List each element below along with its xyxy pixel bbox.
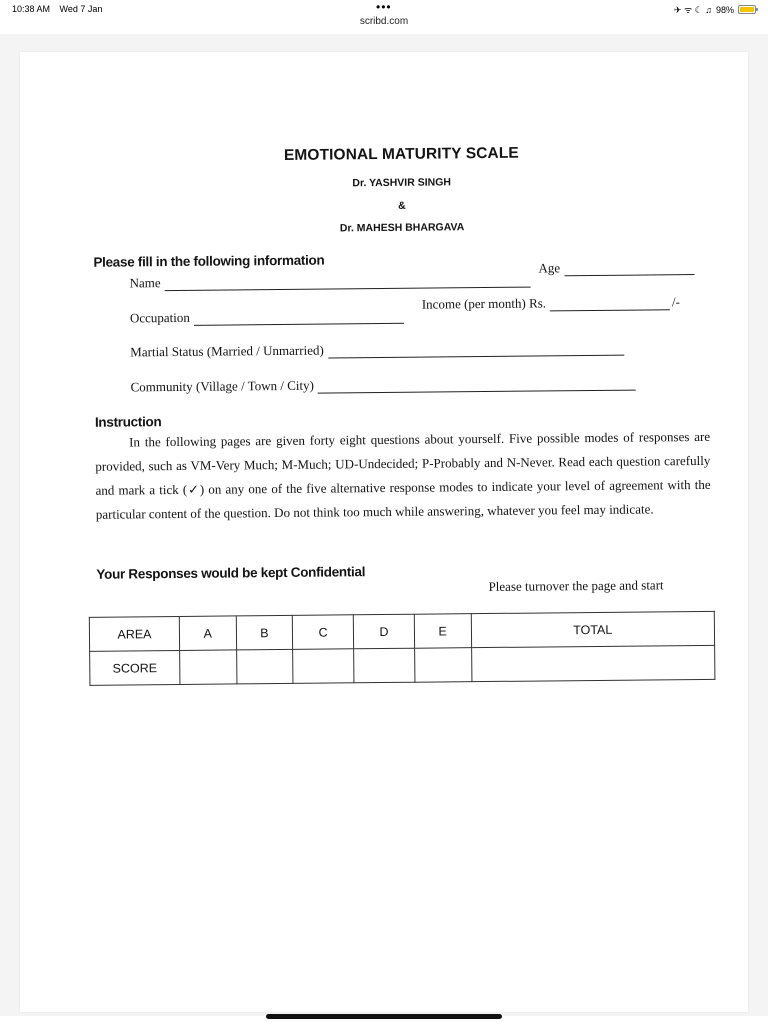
name-field bbox=[130, 272, 531, 292]
scanned-form bbox=[15, 49, 752, 1016]
community-field bbox=[131, 375, 636, 396]
age-field bbox=[538, 259, 694, 276]
name-label: Name bbox=[129, 275, 161, 291]
area-col-c: C bbox=[293, 615, 354, 650]
score-cell-e bbox=[415, 648, 472, 683]
marital-status-blank bbox=[328, 346, 624, 359]
multitasking-dots-icon[interactable]: ••• bbox=[376, 0, 392, 14]
score-table bbox=[89, 611, 716, 686]
author-2: Dr. MAHESH BHARGAVA bbox=[339, 221, 465, 235]
document-page bbox=[20, 52, 748, 1012]
confidential-heading: Your Responses would be kept Confidential bbox=[96, 564, 366, 582]
author-ampersand: & bbox=[398, 199, 406, 212]
status-time: 10:38 AM bbox=[12, 4, 51, 14]
battery-level bbox=[740, 7, 754, 12]
form-title: EMOTIONAL MATURITY SCALE bbox=[283, 144, 519, 164]
marital-status-label: Martial Status (Married / Unmarried) bbox=[130, 342, 324, 360]
name-blank bbox=[165, 278, 531, 292]
turnover-note: Please turnover the page and start bbox=[488, 577, 664, 594]
status-time-date bbox=[12, 4, 102, 14]
income-field bbox=[422, 294, 680, 312]
community-blank bbox=[318, 381, 636, 394]
marital-status-field bbox=[130, 340, 624, 361]
income-label: Income (per month) Rs. bbox=[421, 295, 547, 312]
income-suffix: /- bbox=[671, 294, 681, 310]
area-col-b: B bbox=[236, 615, 293, 650]
info-heading: Please fill in the following information bbox=[93, 252, 325, 270]
url-bar[interactable]: scribd.com bbox=[359, 16, 409, 27]
home-indicator[interactable] bbox=[266, 1014, 502, 1019]
area-col-a: A bbox=[179, 616, 236, 651]
score-row bbox=[90, 645, 715, 685]
score-cell-d bbox=[354, 648, 415, 683]
instruction-text: In the following pages are given forty eight questions about yourself. Five possible modes of responses are provided, such as VM-Very Much; M-Much; UD-Undecided; P-Probably and N-Never. Read each question carefully and mark a tick (✓) on any one of the five alternative response modes to indicate your level of agreement with the particular content of the question. Do not think too much while answering, whatever you feel may indicate. bbox=[95, 428, 711, 522]
income-blank bbox=[550, 300, 670, 311]
area-header: AREA bbox=[89, 616, 179, 651]
age-blank bbox=[564, 265, 694, 276]
battery-icon bbox=[738, 5, 756, 14]
instruction-paragraph bbox=[95, 425, 711, 527]
occupation-blank bbox=[194, 314, 404, 326]
score-cell-a bbox=[180, 650, 237, 685]
age-label: Age bbox=[538, 260, 561, 276]
area-col-e: E bbox=[414, 614, 471, 649]
battery-percent: 98% bbox=[715, 4, 734, 15]
connectivity-icons: ✈ ᯤ ☾ ♫ bbox=[673, 5, 712, 15]
score-header: SCORE bbox=[90, 650, 180, 685]
score-cell-b bbox=[236, 649, 293, 684]
area-col-total: TOTAL bbox=[471, 611, 715, 647]
occupation-field bbox=[130, 308, 404, 327]
score-cell-total bbox=[471, 645, 715, 681]
occupation-label: Occupation bbox=[129, 309, 190, 326]
score-cell-c bbox=[293, 649, 354, 684]
status-date: Wed 7 Jan bbox=[59, 4, 103, 14]
instruction-heading: Instruction bbox=[94, 414, 162, 430]
community-label: Community (Village / Town / City) bbox=[130, 377, 314, 395]
document-viewer[interactable] bbox=[0, 34, 768, 1016]
area-col-d: D bbox=[353, 614, 414, 649]
status-indicators bbox=[674, 3, 756, 16]
author-1: Dr. YASHVIR SINGH bbox=[352, 176, 452, 190]
